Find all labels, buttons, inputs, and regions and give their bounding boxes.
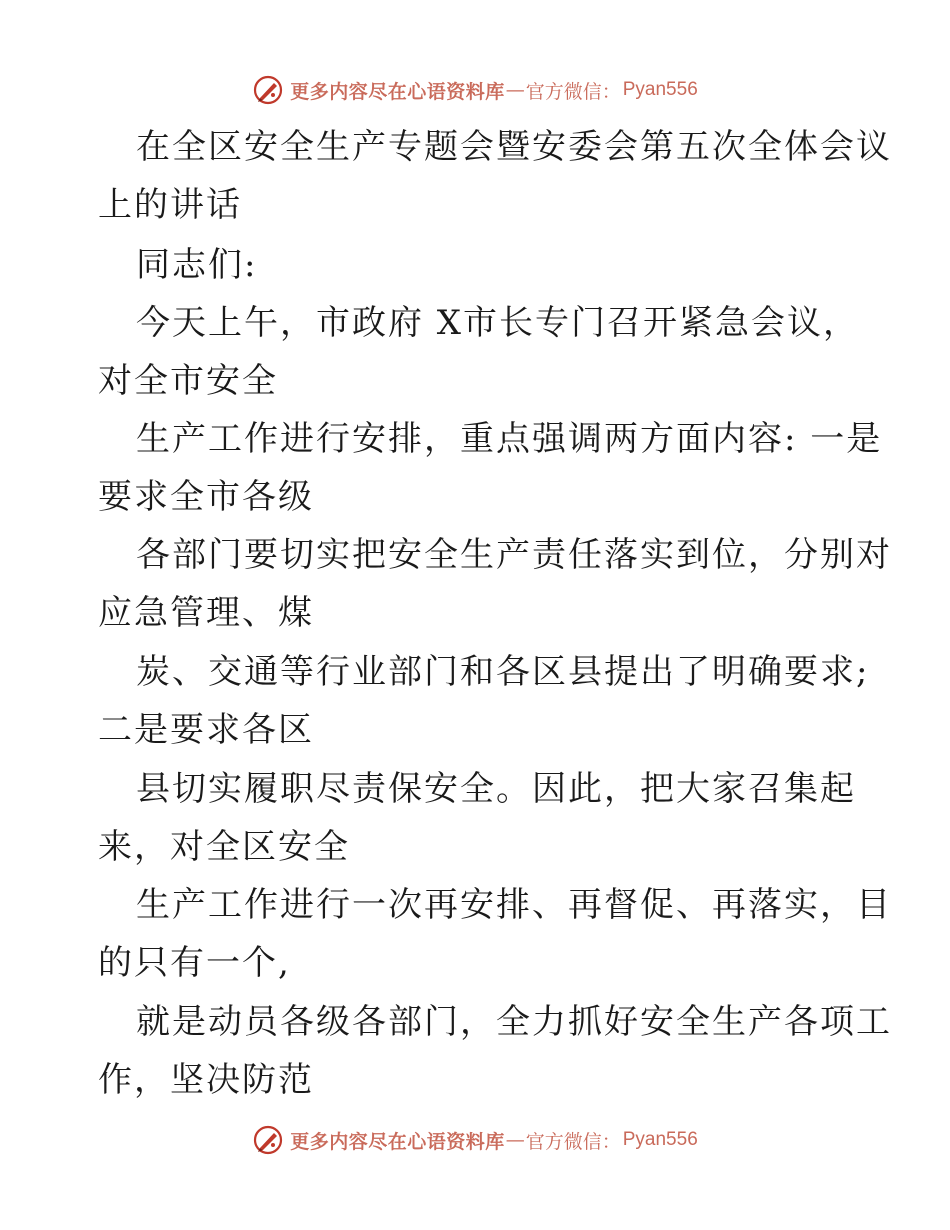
doc-line: 炭、交通等行业部门和各区县提出了明确要求; [136,652,870,692]
doc-line: 二是要求各区 [98,710,314,750]
doc-line: 在全区安全生产专题会暨安委会第五次全体会议 [136,127,892,167]
pen-logo-icon [252,74,284,106]
wechat-handle: Pyan556 [622,1129,698,1150]
wechat-label: 官方微信： [525,1130,621,1153]
doc-line: 生产工作进行安排，重点强调两方面内容: 一是 [136,419,883,459]
doc-line: 的只有一个, [98,943,291,983]
footer-watermark-banner [0,1120,950,1160]
header-watermark-banner [0,70,950,110]
doc-line: 上的讲话 [98,185,242,225]
doc-line: 县切实履职尽责保安全。因此，把大家召集起 [136,769,856,809]
wechat-label: 官方微信： [525,80,621,103]
doc-line: 应急管理、煤 [98,593,314,633]
wechat-handle: Pyan556 [622,79,698,100]
banner-dash: — [505,1129,525,1151]
doc-line: 同志们: [136,245,258,285]
doc-line: 对全市安全 [98,361,278,401]
doc-line: 来，对全区安全 [98,827,350,867]
doc-line: 今天上午，市政府 X市长专门召开紧急会议， [136,303,860,343]
doc-line: 各部门要切实把安全生产责任落实到位，分别对 [136,535,892,575]
doc-line: 生产工作进行一次再安排、再督促、再落实，目 [136,885,892,925]
pen-logo-icon [252,1124,284,1156]
doc-line: 就是动员各级各部门，全力抓好安全生产各项工 [136,1002,892,1042]
site-name-text: 更多内容尽在心语资料库 [290,80,505,103]
banner-dash: — [505,79,525,101]
site-name-text: 更多内容尽在心语资料库 [290,1130,505,1153]
doc-line: 作，坚决防范 [98,1060,314,1100]
doc-line: 要求全市各级 [98,477,314,517]
